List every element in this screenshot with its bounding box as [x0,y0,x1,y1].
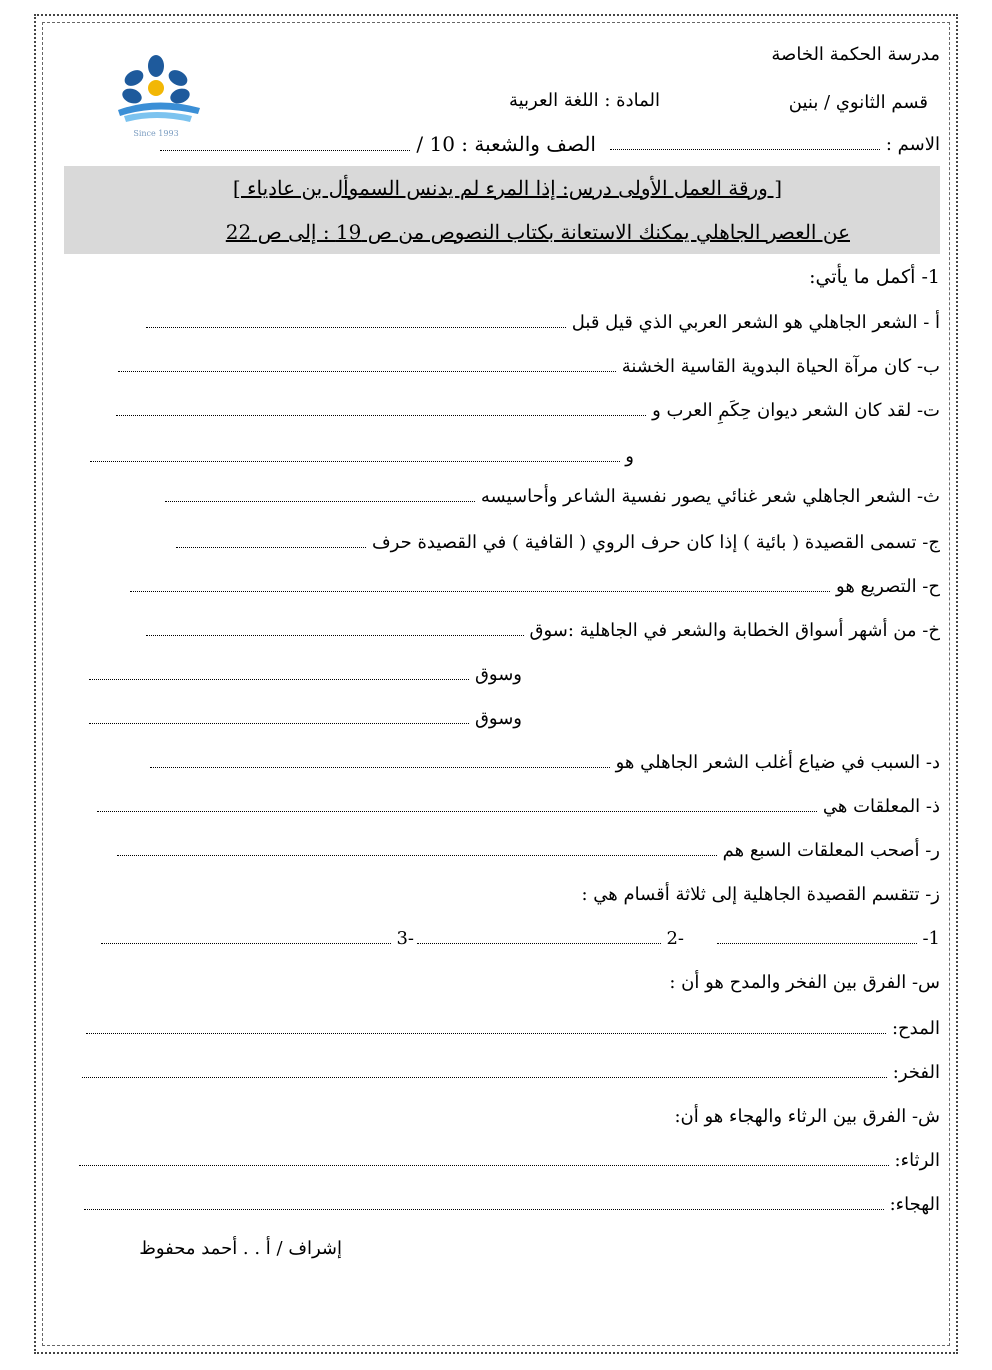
name-label: الاسم : [885,134,940,155]
item-s-text: س- الفرق بين الفخر والمدح هو أن : [669,972,940,993]
item-kh3-text: وسوق [474,708,522,729]
worksheet-title: [ ورقة العمل الأولى درس: إذا المرء لم يدنس السموأل بن عادياء ] [232,176,782,200]
item-th [165,486,940,507]
item-sh1 [79,1150,940,1171]
item-h-text: ح- التصريع هو [836,576,940,597]
answer-j[interactable] [176,533,366,548]
answer-th[interactable] [165,487,475,502]
item-d-text: د- السبب في ضياع أغلب الشعر الجاهلي هو [615,752,940,773]
item-z1 [717,928,940,949]
answer-a[interactable] [146,313,566,328]
answer-z3[interactable] [101,929,391,944]
item-z3-text: -3 [396,928,414,949]
answer-kh3[interactable] [89,709,469,724]
item-kh3 [89,708,522,729]
item-z-text: ز- تتقسم القصيدة الجاهلية إلى ثلاثة أقسام هي : [581,884,940,905]
item-sh-text: ش- الفرق بين الرثاء والهجاء هو أن: [674,1106,940,1127]
answer-r[interactable] [117,841,717,856]
item-kh2 [89,664,522,685]
student-name-row [610,134,940,155]
item-sh2-text: الهجاء: [889,1194,940,1215]
answer-z2[interactable] [417,929,661,944]
item-z2-text: -2 [666,928,684,949]
item-j [176,532,940,553]
answer-s2[interactable] [82,1063,887,1078]
item-h [130,576,940,597]
answer-dh[interactable] [97,797,817,812]
item-z3 [101,928,414,949]
answer-h[interactable] [130,577,830,592]
answer-b[interactable] [118,357,616,372]
item-s [669,972,940,993]
answer-kh2[interactable] [89,665,469,680]
item-s2 [82,1062,940,1083]
item-b-text: ب- كان مرآة الحياة البدوية القاسية الخشنة [621,356,940,377]
item-r-text: ر- أصحب المعلقات السبع هم [722,840,940,861]
school-logo [104,52,208,142]
item-t [116,400,940,421]
item-kh [146,620,940,641]
item-th-text: ث- الشعر الجاهلي شعر غنائي يصور نفسية الشاعر وأحاسيسه [480,486,940,507]
class-field[interactable] [160,136,410,151]
item-kh2-text: وسوق [474,664,522,685]
item-t2-text: و [625,446,634,467]
answer-t[interactable] [116,401,646,416]
item-a-text: أ - الشعر الجاهلي هو الشعر العربي الذي قيل قبل [571,312,940,333]
class-row [160,132,596,156]
item-d [150,752,940,773]
item-s1-text: المدح: [891,1018,940,1039]
worksheet-subtitle: عن العصر الجاهلي يمكنك الاستعانة بكتاب النصوص من ص 19 : إلى ص 22 [225,220,850,244]
item-sh2 [84,1194,940,1215]
item-r [117,840,940,861]
item-t-text: ت- لقد كان الشعر ديوان حِكَمِ العرب و [652,400,940,421]
answer-d[interactable] [150,753,610,768]
item-b [118,356,940,377]
item-a [146,312,940,333]
supervisor: إشراف / أ . . أحمد محفوظ [139,1238,342,1259]
item-kh-text: خ- من أشهر أسواق الخطابة والشعر في الجاهلية :سوق [529,620,940,641]
item-j-text: ج- تسمى القصيدة ( بائية ) إذا كان حرف الروي ( القافية ) في القصيدة حرف [372,532,940,553]
item-dh-text: ذ- المعلقات هي [822,796,940,817]
item-z1-text: 1- [922,928,940,949]
department: قسم الثانوي / بنين [788,92,928,113]
item-s1 [86,1018,940,1039]
answer-z1[interactable] [717,929,917,944]
answer-kh[interactable] [146,621,524,636]
name-field[interactable] [610,135,880,150]
item-t2 [90,446,634,467]
class-label: الصف والشعبة : 10 / [416,132,596,156]
answer-sh1[interactable] [79,1151,889,1166]
item-z [581,884,940,905]
answer-s1[interactable] [86,1019,886,1034]
item-z2 [417,928,684,949]
item-dh [97,796,940,817]
answer-t2[interactable] [90,447,620,462]
school-name: مدرسة الحكمة الخاصة [771,44,940,65]
item-s2-text: الفخر: [892,1062,940,1083]
logo-text: Since 1993 [133,129,179,138]
question-heading: 1- أكمل ما يأتي: [809,266,940,288]
item-sh1-text: الرثاء: [894,1150,940,1171]
answer-sh2[interactable] [84,1195,884,1210]
subject: المادة : اللغة العربية [508,90,660,111]
item-sh [674,1106,940,1127]
